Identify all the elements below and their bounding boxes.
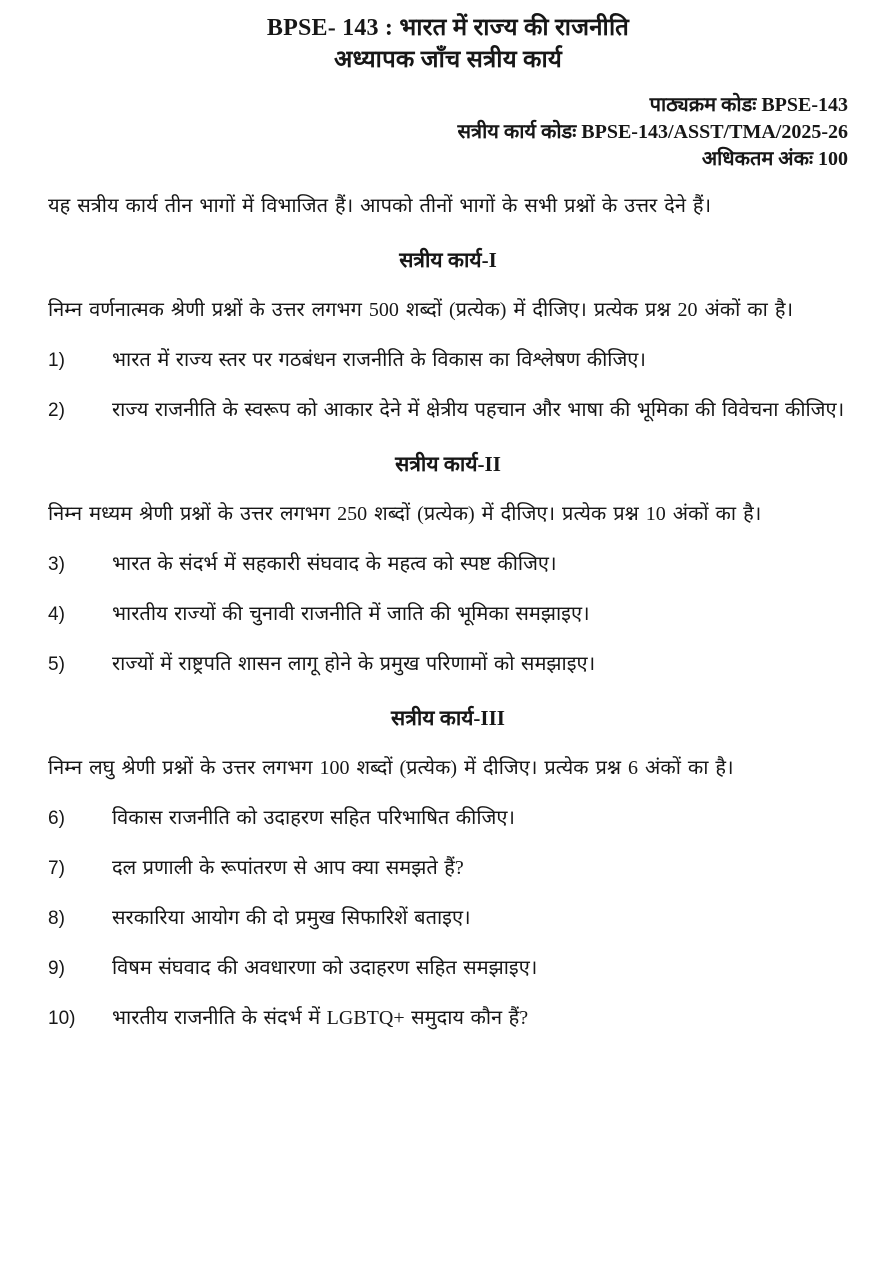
question-5-text: राज्यों में राष्ट्रपति शासन लागू होने के प्रमुख परिणामों को समझाइए।: [112, 653, 596, 675]
question-2: [48, 397, 848, 424]
section-3-instruction: निम्न लघु श्रेणी प्रश्नों के उत्तर लगभग 100 शब्दों (प्रत्येक) में दीजिए। प्रत्येक प्रश्न 6 अंकों का है।: [48, 757, 734, 779]
question-6-number: 6): [48, 808, 65, 829]
max-marks: अधिकतम अंकः 100: [701, 148, 848, 170]
document-title-line2: अध्यापक जाँच सत्रीय कार्य: [334, 47, 562, 73]
section-3: [48, 704, 848, 1032]
question-1-number: 1): [48, 350, 65, 371]
question-4-text: भारतीय राज्यों की चुनावी राजनीति में जाति की भूमिका समझाइए।: [112, 603, 590, 625]
question-3: [48, 551, 848, 578]
question-5: [48, 651, 848, 678]
question-4-number: 4): [48, 604, 65, 625]
question-2-number: 2): [48, 400, 65, 421]
section-2-heading: सत्रीय कार्य-II: [395, 452, 501, 476]
question-6-text: विकास राजनीति को उदाहरण सहित परिभाषित कीजिए।: [112, 807, 515, 829]
section-1-heading: सत्रीय कार्य-I: [399, 248, 497, 272]
question-10-number: 10): [48, 1008, 76, 1029]
document-title: [48, 12, 848, 76]
question-2-text: राज्य राजनीति के स्वरूप को आकार देने में क्षेत्रीय पहचान और भाषा की भूमिका की विवेचना कीजिए।: [112, 399, 845, 421]
section-2-instruction: निम्न मध्यम श्रेणी प्रश्नों के उत्तर लगभग 250 शब्दों (प्रत्येक) में दीजिए। प्रत्येक प्रश्न 10 अंकों का है।: [48, 503, 762, 525]
section-1-instruction: निम्न वर्णनात्मक श्रेणी प्रश्नों के उत्तर लगभग 500 शब्दों (प्रत्येक) में दीजिए। प्रत्येक प्रश्न 20 अंकों का है।: [48, 299, 794, 321]
question-10: [48, 1005, 848, 1032]
question-1-text: भारत में राज्य स्तर पर गठबंधन राजनीति के विकास का विश्लेषण कीजिए।: [112, 349, 646, 371]
question-9: [48, 955, 848, 982]
question-9-number: 9): [48, 958, 65, 979]
section-2: [48, 450, 848, 678]
question-1: [48, 347, 848, 374]
assignment-code: सत्रीय कार्य कोडः BPSE-143/ASST/TMA/2025-26: [457, 121, 848, 143]
question-3-text: भारत के संदर्भ में सहकारी संघवाद के महत्व को स्पष्ट कीजिए।: [112, 553, 557, 575]
question-6: [48, 805, 848, 832]
intro-note: यह सत्रीय कार्य तीन भागों में विभाजित हैं। आपको तीनों भागों के सभी प्रश्नों के उत्तर देने हैं।: [48, 195, 712, 217]
question-3-number: 3): [48, 554, 65, 575]
question-8: [48, 905, 848, 932]
question-10-text: भारतीय राजनीति के संदर्भ में LGBTQ+ समुदाय कौन हैं?: [112, 1007, 529, 1029]
question-4: [48, 601, 848, 628]
question-7-number: 7): [48, 858, 65, 879]
document-title-line1: BPSE- 143 : भारत में राज्य की राजनीति: [266, 15, 630, 41]
question-8-text: सरकारिया आयोग की दो प्रमुख सिफारिशें बताइए।: [112, 907, 471, 929]
section-1: [48, 246, 848, 424]
assignment-meta: [48, 92, 848, 173]
section-3-heading: सत्रीय कार्य-III: [391, 706, 505, 730]
question-5-number: 5): [48, 654, 65, 675]
question-8-number: 8): [48, 908, 65, 929]
question-7-text: दल प्रणाली के रूपांतरण से आप क्या समझते हैं?: [112, 857, 464, 879]
question-9-text: विषम संघवाद की अवधारणा को उदाहरण सहित समझाइए।: [112, 957, 538, 979]
course-code: पाठ्यक्रम कोडः BPSE-143: [649, 94, 848, 116]
question-7: [48, 855, 848, 882]
